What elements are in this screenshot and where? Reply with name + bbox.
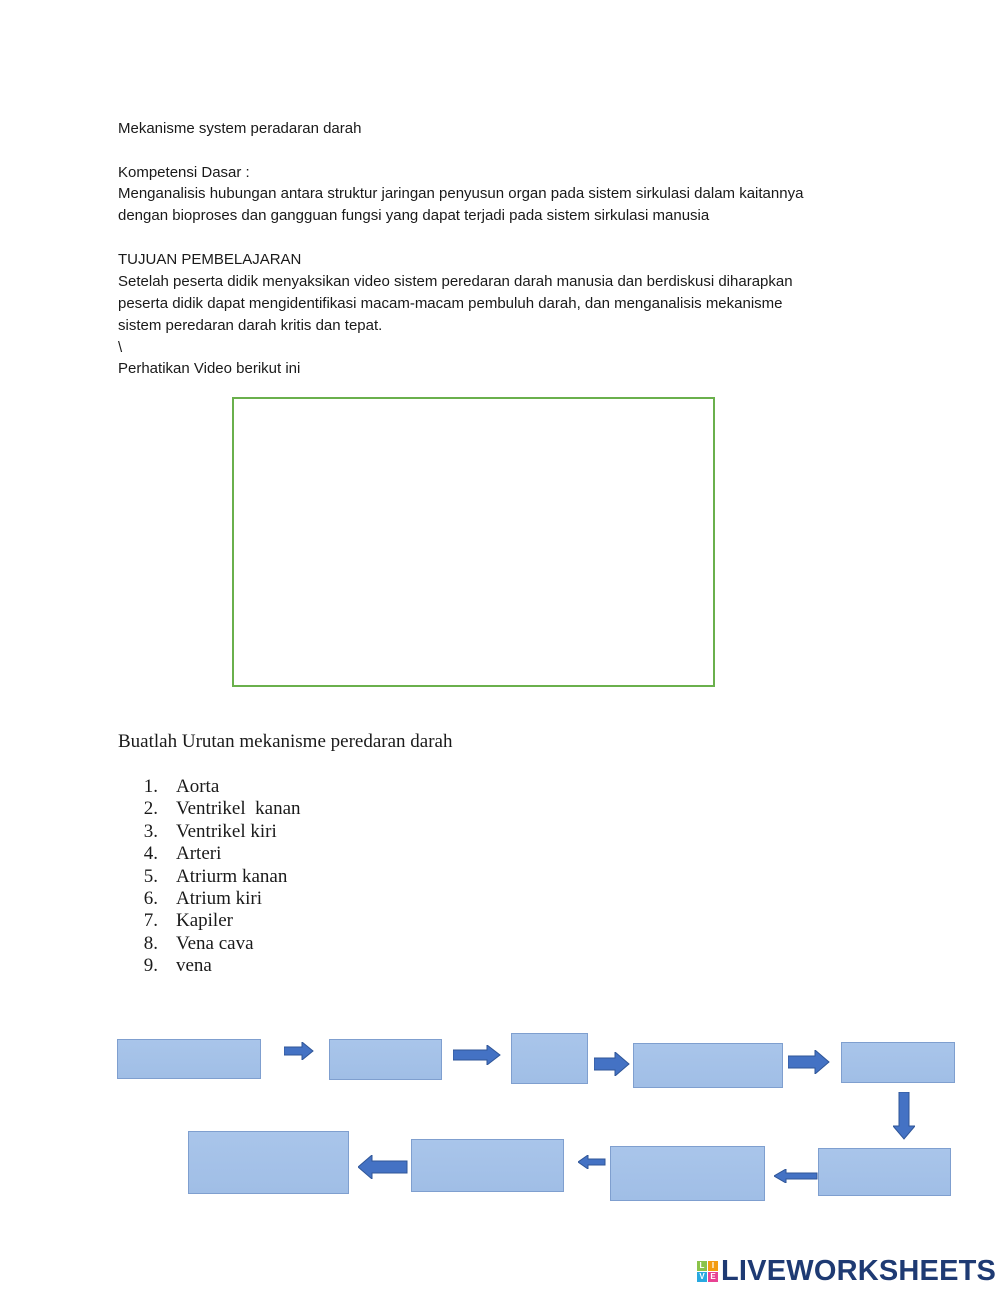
list-item-label: Arteri: [176, 843, 222, 865]
answer-input-7[interactable]: [611, 1147, 764, 1200]
arrow-left-icon: [774, 1169, 818, 1183]
arrow-right-icon: [594, 1052, 630, 1076]
list-item-label: vena: [176, 955, 212, 977]
list-item: [118, 866, 301, 888]
liveworksheets-logo: [697, 1255, 996, 1288]
answer-box-7[interactable]: [610, 1146, 765, 1201]
tp-line-3: sistem peredaran darah kritis dan tepat.: [118, 317, 383, 334]
arrow-left-icon: [578, 1155, 606, 1169]
list-item: [118, 910, 301, 932]
list-item-number: 8.: [143, 932, 158, 954]
list-item-number: 5.: [143, 865, 158, 887]
kd-heading: Kompetensi Dasar :: [118, 164, 250, 181]
step-list: [118, 776, 301, 978]
list-item-label: Aorta: [176, 776, 220, 797]
logo-text: LIVEWORKSHEETS: [721, 1255, 997, 1287]
list-item-number: 1.: [143, 776, 158, 797]
list-item-number: 7.: [143, 910, 158, 932]
list-item: [118, 888, 301, 910]
answer-box-3[interactable]: [511, 1033, 588, 1084]
kd-line-1: Menganalisis hubungan antara struktur jaringan penyusun organ pada sistem sirkulasi dalam kaitannya: [118, 185, 804, 202]
arrow-right-icon: [788, 1050, 830, 1074]
tp-heading: TUJUAN PEMBELAJARAN: [118, 251, 302, 268]
tp-line-1: Setelah peserta didik menyaksikan video sistem peredaran darah manusia dan berdiskusi diharapkan: [118, 273, 793, 290]
list-item-label: Vena cava: [176, 932, 254, 954]
video-prompt: Perhatikan Video berikut ini: [118, 360, 301, 377]
answer-box-2[interactable]: [329, 1039, 442, 1080]
backslash-text: \: [118, 339, 123, 356]
answer-input-9[interactable]: [189, 1132, 348, 1193]
answer-input-1[interactable]: [118, 1040, 260, 1078]
arrow-down-icon: [893, 1092, 915, 1140]
answer-input-5[interactable]: [842, 1043, 954, 1082]
answer-input-3[interactable]: [512, 1034, 587, 1083]
arrow-left-icon: [358, 1155, 408, 1179]
list-item-label: Atriurm kanan: [176, 865, 288, 887]
answer-box-9[interactable]: [188, 1131, 349, 1194]
answer-box-4[interactable]: [633, 1043, 783, 1088]
list-item-label: Ventrikel kiri: [176, 820, 277, 842]
answer-box-1[interactable]: [117, 1039, 261, 1079]
answer-input-2[interactable]: [330, 1040, 441, 1079]
list-item-number: 3.: [143, 820, 158, 842]
arrow-right-icon: [453, 1045, 501, 1065]
list-item-number: 4.: [143, 843, 158, 865]
task-title: Buatlah Urutan mekanisme peredaran darah: [118, 731, 453, 752]
list-item-label: Atrium kiri: [176, 888, 263, 910]
list-item-label: Ventrikel kanan: [176, 798, 301, 820]
kd-line-2: dengan bioproses dan gangguan fungsi yang dapat terjadi pada sistem sirkulasi manusia: [118, 207, 710, 224]
list-item: [118, 933, 301, 955]
answer-input-4[interactable]: [634, 1044, 782, 1087]
arrow-right-icon: [284, 1042, 314, 1060]
list-item: [118, 843, 301, 865]
answer-box-8[interactable]: [411, 1139, 564, 1192]
list-item: [118, 798, 301, 820]
list-item: [118, 776, 301, 798]
answer-input-8[interactable]: [412, 1140, 563, 1191]
list-item-number: 9.: [143, 955, 158, 977]
video-player[interactable]: [232, 397, 715, 687]
list-item-number: 6.: [143, 888, 158, 910]
tp-line-2: peserta didik dapat mengidentifikasi macam-macam pembuluh darah, dan menganalisis mekanisme: [118, 295, 783, 312]
list-item-label: Kapiler: [176, 910, 233, 932]
list-item: [118, 955, 301, 977]
list-item: [118, 821, 301, 843]
worksheet-title: Mekanisme system peradaran darah: [118, 120, 362, 137]
list-item-number: 2.: [143, 798, 158, 820]
logo-tiles-icon: L I V E: [697, 1261, 718, 1282]
answer-box-6[interactable]: [818, 1148, 951, 1196]
answer-box-5[interactable]: [841, 1042, 955, 1083]
answer-input-6[interactable]: [819, 1149, 950, 1195]
